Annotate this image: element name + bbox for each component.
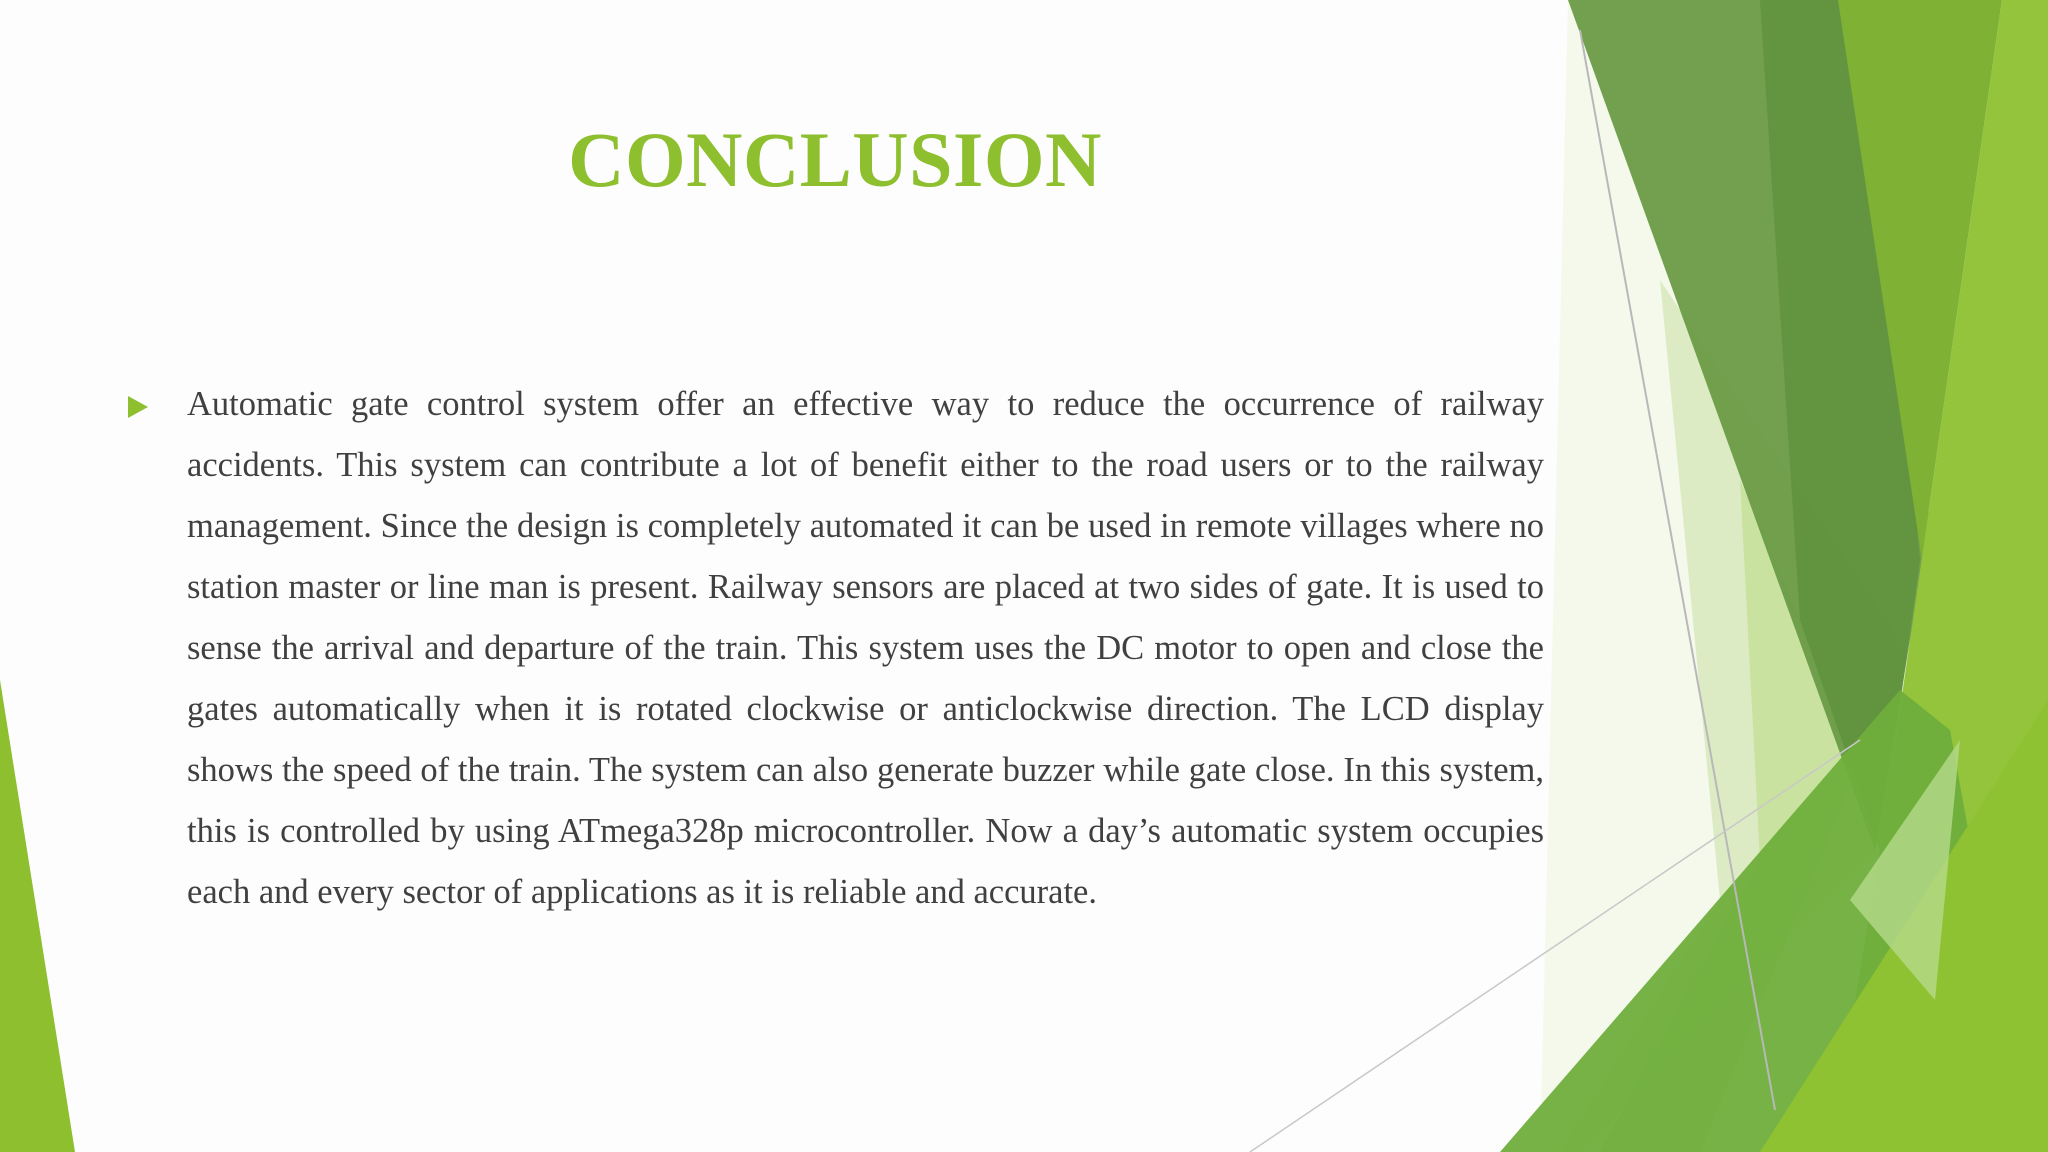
left-accent-shape — [0, 680, 75, 1152]
bullet-item-text: Automatic gate control system offer an effective way to reduce the occurrence of railway accidents. This system can contribute a lot of benefit either to the road users or to the railway management. Since the design is completely automated it can be used in remote villages where no station master or line man is present. Railway sensors are placed at two sides of gate. It is used to sense the arrival and departure of the train. This system uses the DC motor to open and close the gates automatically when it is rotated clockwise or anticlockwise direction. The LCD display shows the speed of the train. The system can also generate buzzer while gate close. In this system, this is controlled by using ATmega328p microcontroller. Now a day’s automatic system occupies each and every sector of applications as it is reliable and accurate. — [187, 385, 1544, 911]
triangle-right-icon — [128, 396, 148, 418]
slide-title: CONCLUSION — [568, 116, 1102, 203]
